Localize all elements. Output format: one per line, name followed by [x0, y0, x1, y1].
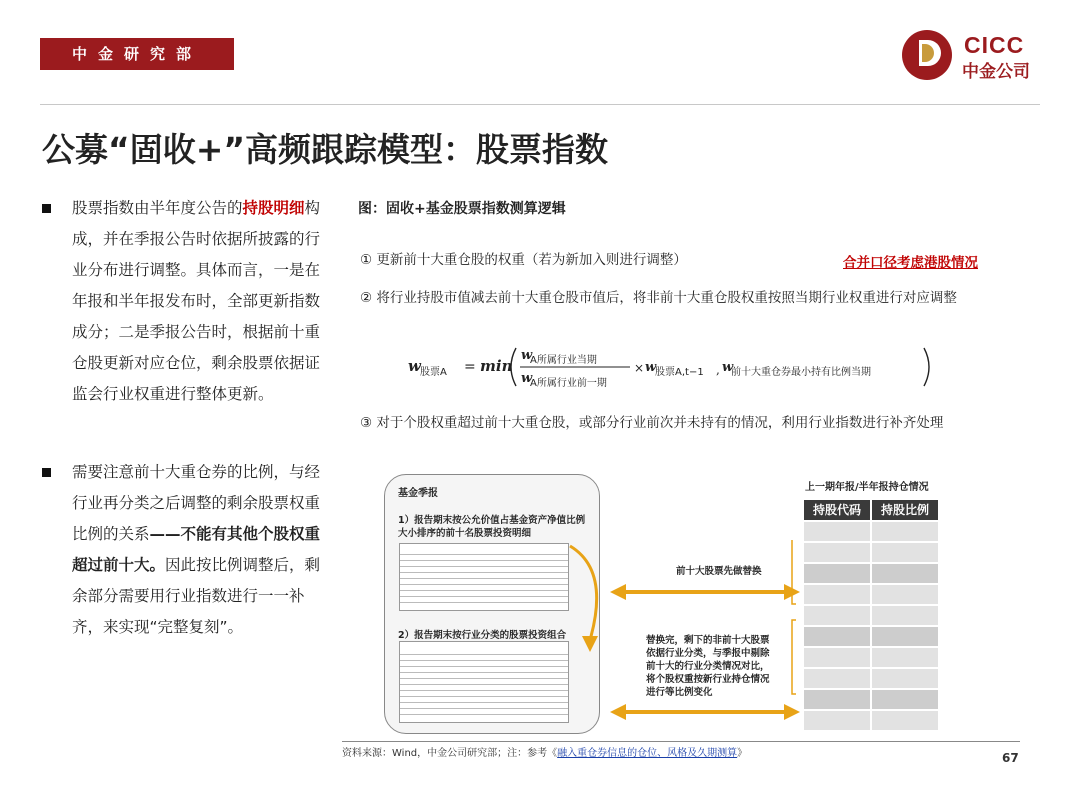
source-report-link[interactable]: 融入重仓券信息的仓位、风格及久期测算 [557, 748, 738, 759]
step-2: ② 将行业持股市值减去前十大重仓股市值后，将非前十大重仓股权重按照当期行业权重进行对应调整 [360, 290, 957, 306]
step-3: ③ 对于个股权重超过前十大重仓股，或部分行业前次并未持有的情况，利用行业指数进行补齐处理 [360, 415, 944, 431]
bullet-highlight: 持股明细 [242, 199, 305, 217]
holdings-header-row [804, 500, 938, 520]
holdings-table [804, 500, 938, 730]
logo-text-cn: 中金公司 [962, 62, 1030, 82]
source-text: 》 [737, 748, 748, 759]
department-banner: 中金研究部 [40, 38, 234, 70]
table-row [804, 711, 938, 730]
header-divider [40, 104, 1040, 105]
bullet-text: 因此按比例调整后，剩余部分需要用行业指数进行一一补齐，来实现“完整复刻”。 [72, 556, 321, 636]
svg-text:w: w [722, 360, 734, 375]
replace-label: 前十大股票先做替换 [676, 566, 762, 577]
bullet-text: 股票指数由半年度公告的 [72, 199, 243, 217]
rest-adjust-label: 替换完，剩下的非前十大股票依据行业分类，与季报中剔除前十大的行业分类情况对比，将个股权重按新行业持仓情况进行等比例变化 [646, 635, 770, 698]
step-1: ① 更新前十大重仓股的权重（若为新加入则进行调整） [360, 252, 687, 268]
report-section-industry: 2）报告期末按行业分类的股票投资组合 [398, 630, 567, 641]
bullet-square-icon [42, 204, 51, 213]
table-row [804, 669, 938, 688]
bullet-text: 构成，并在季报公告时依据所披露的行业分布进行调整。具体而言，一是在年报和半年报发布时，全部更新指数成分；二是季报公告时，根据前十重仓股更新对应仓位，剩余股票依据证监会行业权重进行整体更新。 [72, 199, 321, 403]
footer-divider [342, 741, 1020, 742]
weight-formula [408, 344, 938, 390]
bullet-bold: ——不能有其他个股权重超过前十大。 [72, 525, 321, 574]
table-row [804, 564, 938, 583]
holdings-caption: 上一期年报/半年报持仓情况 [805, 482, 929, 493]
svg-text:股票A: 股票A [420, 367, 447, 378]
table-row [804, 543, 938, 562]
source-note [342, 744, 747, 759]
svg-text:=: = [464, 359, 476, 375]
svg-text:w: w [521, 371, 533, 386]
bullet-square-icon [42, 468, 51, 477]
svg-text:w: w [521, 348, 533, 363]
table-row [804, 522, 938, 541]
svg-text:w: w [645, 360, 657, 375]
slide-title: 公募“固收+”高频跟踪模型：股票指数 [42, 130, 609, 169]
industry-table-thumbnail [399, 641, 569, 723]
figure-title: 图：固收+基金股票指数测算逻辑 [358, 201, 566, 217]
table-row [804, 648, 938, 667]
top10-table-thumbnail [399, 543, 569, 611]
svg-text:w: w [408, 357, 421, 375]
page-number: 67 [1002, 751, 1019, 765]
report-section-top10: 1）报告期末按公允价值占基金资产净值比例大小排序的前十名股票投资明细 [398, 515, 586, 539]
svg-text:股票A,t−1: 股票A,t−1 [655, 367, 704, 378]
table-row [804, 585, 938, 604]
svg-text:A所属行业当期: A所属行业当期 [530, 355, 597, 366]
table-row [804, 690, 938, 709]
col-stock-weight: 持股比例 [872, 500, 938, 520]
svg-text:×: × [634, 361, 645, 375]
table-row [804, 627, 938, 646]
col-stock-code: 持股代码 [804, 500, 870, 520]
svg-text:前十大重仓券最小持有比例当期: 前十大重仓券最小持有比例当期 [731, 367, 871, 378]
bullet-item-1 [42, 193, 327, 410]
svg-text:,: , [716, 363, 720, 377]
hk-note-link[interactable]: 合并口径考虑港股情况 [843, 255, 978, 271]
report-heading: 基金季报 [398, 488, 438, 499]
bullet-text: 需要注意前十大重仓券的比例，与经行业再分类之后调整的剩余股票权重比例的关系 [72, 463, 321, 543]
bullet-item-2 [42, 457, 327, 643]
table-row [804, 606, 938, 625]
source-text: 资料来源：Wind，中金公司研究部；注：参考《 [342, 748, 558, 759]
cicc-logo [902, 30, 1042, 82]
svg-text:A所属行业前一期: A所属行业前一期 [530, 378, 607, 389]
logo-text-en: CICC [964, 32, 1025, 58]
svg-text:min: min [480, 357, 513, 375]
